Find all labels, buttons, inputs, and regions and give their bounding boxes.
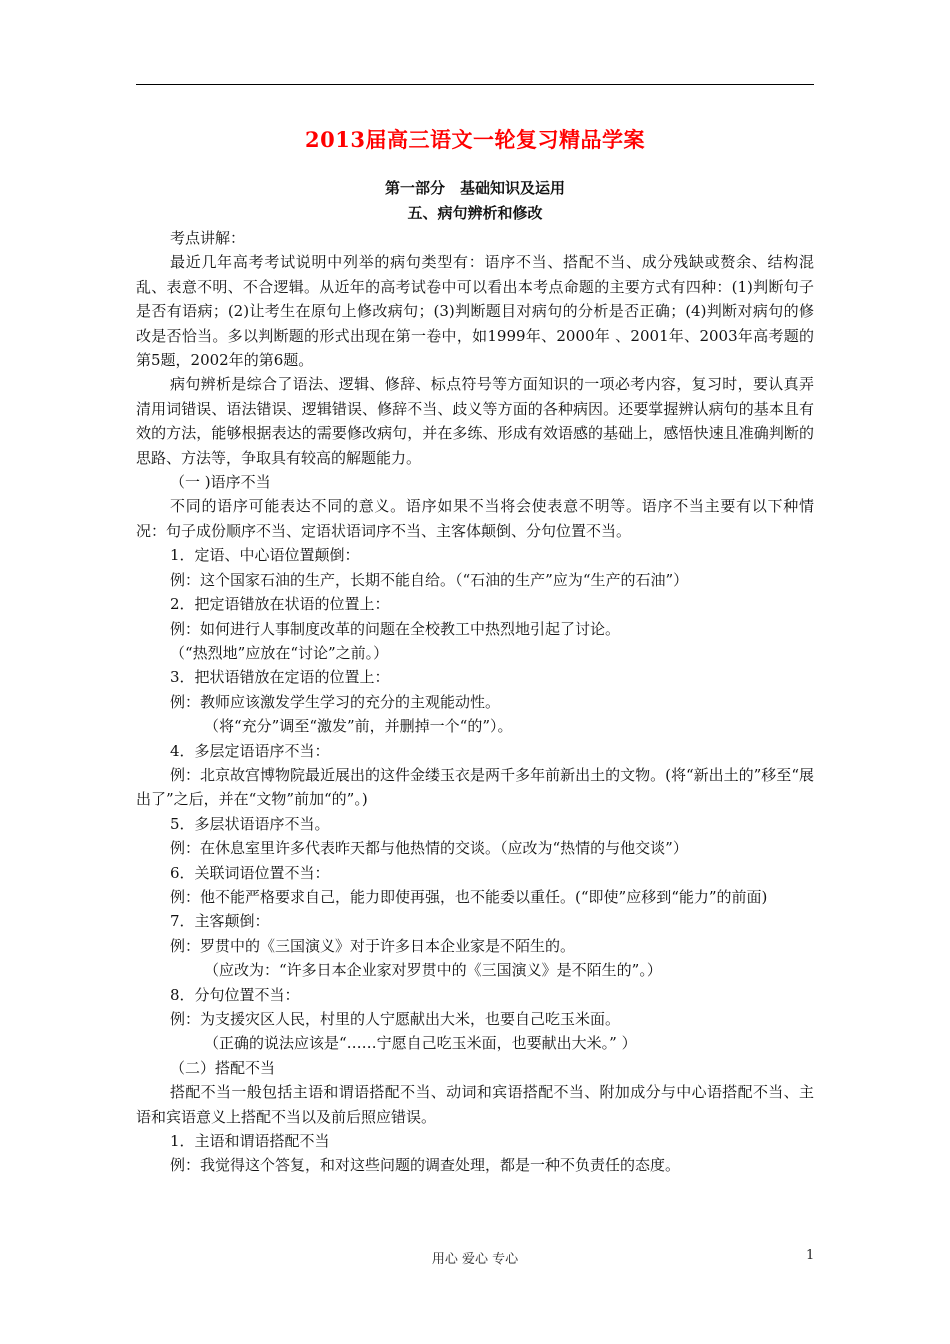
document-title: 2013届高三语文一轮复习精品学案: [305, 127, 645, 152]
paragraph: 搭配不当一般包括主语和谓语搭配不当、动词和宾语搭配不当、附加成分与中心语搭配不当、主语和宾语意义上搭配不当以及前后照应错误。: [136, 1083, 814, 1126]
example-line: 例：我觉得这个答复，和对这些问题的调查处理，都是一种不负责任的态度。: [170, 1156, 681, 1175]
list-item-heading: 2．把定语错放在状语的位置上：: [170, 595, 390, 614]
list-item-heading: 1．定语、中心语位置颠倒：: [170, 546, 360, 565]
example-line: 例：为支援灾区人民，村里的人宁愿献出大米，也要自己吃玉米面。: [170, 1010, 621, 1028]
example-line: 例：罗贯中的《三国演义》对于许多日本企业家是不陌生的。: [170, 936, 576, 955]
list-item-heading: 4．多层定语语序不当：: [170, 741, 330, 760]
example-line: 例：在休息室里许多代表昨天都与他热情的交谈。（应改为“热情的与他交谈”）: [170, 839, 688, 858]
list-item-heading: 1．主语和谓语搭配不当: [170, 1132, 330, 1151]
list-item-heading: 8．分句位置不当：: [170, 985, 300, 1004]
example-note: （将“充分”调至“激发”前，并删掉一个“的”）。: [204, 717, 513, 736]
header-rule: [136, 84, 814, 85]
list-item-heading: 5．多层状语语序不当。: [170, 814, 330, 833]
paragraph: 病句辨析是综合了语法、逻辑、修辞、标点符号等方面知识的一项必考内容，复习时，要认真弄清用词错误、语法错误、逻辑错误、修辞不当、歧义等方面的各种病因。还要掌握辨认病句的基本且有效的方法，能够根据表达的需要修改病句，并在多练、形成有效语感的基础上，感悟快速且准确判断的思路、方法等，争取具有较高的解题能力。: [136, 375, 814, 467]
document-body: [136, 226, 814, 1178]
subsection-heading: （一 )语序不当: [170, 473, 271, 492]
page-number: 1: [806, 1248, 815, 1263]
example-note: （应改为：“许多日本企业家对罗贯中的《三国演义》是不陌生的”。）: [204, 961, 662, 980]
paragraph: 考点讲解：: [170, 229, 246, 247]
footer-slogan: 用心 爱心 专心: [431, 1252, 519, 1267]
section-heading: 五、病句辨析和修改: [407, 204, 543, 222]
paragraph: 不同的语序可能表达不同的意义。语序如果不当将会使表意不明等。语序不当主要有以下种情况：句子成份顺序不当、定语状语词序不当、主客体颠倒、分句位置不当。: [136, 497, 814, 540]
example-line: 例：北京故宫博物院最近展出的这件金缕玉衣是两千多年前新出土的文物。(将“新出土的”移至“展出了”之后，并在“文物”前加“的”。): [136, 765, 814, 809]
example-line: 例：他不能严格要求自己，能力即使再强，也不能委以重任。(“即使”应移到“能力”的前面): [170, 887, 768, 906]
example-line: 例：教师应该激发学生学习的充分的主观能动性。: [170, 692, 501, 711]
paragraph: 最近几年高考考试说明中列举的病句类型有：语序不当、搭配不当、成分残缺或赘余、结构混乱、表意不明、不合逻辑。从近年的高考试卷中可以看出本考点命题的主要方式有四种：(1)判断句子是否有语病；(2)让考生在原句上修改病句；(3)判断题目对病句的分析是否正确；(4)判断对病句的修改是否恰当。多以判断题的形式出现在第一卷中，如1999年、2000年 、2001年、2003年高考题的第5题，2002年的第6题。: [136, 253, 814, 370]
subsection-heading: （二）搭配不当: [170, 1058, 276, 1077]
list-item-heading: 3．把状语错放在定语的位置上：: [170, 668, 390, 687]
example-note: （“热烈地”应放在“讨论”之前。）: [170, 643, 389, 662]
example-line: 例：如何进行人事制度改革的问题在全校教工中热烈地引起了讨论。: [170, 619, 621, 638]
part-heading: 第一部分 基础知识及运用: [384, 179, 565, 197]
list-item-heading: 6．关联词语位置不当：: [170, 863, 330, 882]
list-item-heading: 7．主客颠倒：: [170, 912, 270, 931]
example-note: （正确的说法应该是“……宁愿自己吃玉米面，也要献出大米。” ）: [204, 1034, 637, 1053]
example-line: 例：这个国家石油的生产，长期不能自给。（“石油的生产”应为“生产的石油”）: [170, 570, 689, 589]
